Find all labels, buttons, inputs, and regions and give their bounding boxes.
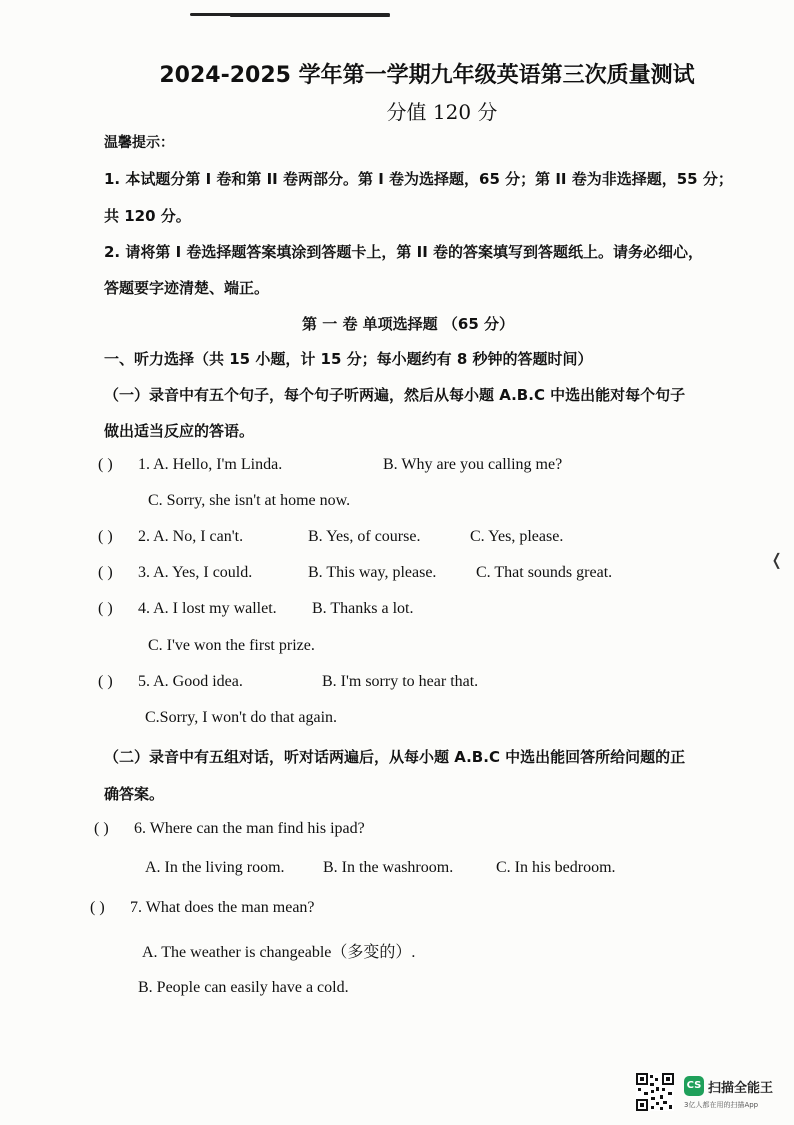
notice-line-2b: 答题要字迹清楚、端正。 — [104, 279, 270, 297]
answer-blank[interactable]: ( ) — [98, 600, 113, 617]
q6-option-a: A. In the living room. — [145, 859, 285, 876]
page-title: 2024-2025 学年第一学期九年级英语第三次质量测试 — [159, 63, 695, 88]
q5-option-b: B. I'm sorry to hear that. — [322, 673, 479, 690]
section-title: 第 一 卷 单项选择题 （65 分） — [302, 315, 514, 333]
sub1-instruction-cont: 做出适当反应的答语。 — [104, 422, 255, 440]
q2-option-c: C. Yes, please. — [470, 528, 564, 545]
answer-blank[interactable]: ( ) — [98, 456, 113, 473]
q1-option-c: C. Sorry, she isn't at home now. — [148, 492, 351, 509]
scan-artifact-mark: ❬ — [770, 550, 784, 569]
answer-blank[interactable]: ( ) — [94, 820, 109, 837]
q1-option-b: B. Why are you calling me? — [383, 456, 563, 473]
q7-option-b: B. People can easily have a cold. — [138, 979, 349, 996]
q6-option-c: C. In his bedroom. — [496, 859, 616, 876]
camscanner-logo: CS — [684, 1076, 704, 1096]
q6-question: 6. Where can the man find his ipad? — [134, 820, 365, 837]
part1-heading: 一、听力选择（共 15 小题，计 15 分；每小题约有 8 秒钟的答题时间） — [104, 350, 593, 368]
notice-line-1: 1. 本试题分第 I 卷和第 II 卷两部分。第 I 卷为选择题，65 分；第 II 卷为非选择题，55 分； — [104, 170, 733, 188]
notice-line-2: 2. 请将第 I 卷选择题答案填涂到答题卡上，第 II 卷的答案填写到答题纸上。请务必细心， — [104, 243, 703, 261]
q5-option-a: 5. A. Good idea. — [138, 673, 243, 690]
q4-option-a: 4. A. I lost my wallet. — [138, 600, 277, 617]
qr-code-icon — [636, 1073, 674, 1111]
scanner-app-name: 扫描全能王 — [708, 1081, 774, 1096]
q3-option-b: B. This way, please. — [308, 564, 437, 581]
q3-option-a: 3. A. Yes, I could. — [138, 564, 253, 581]
answer-blank[interactable]: ( ) — [90, 899, 105, 916]
q4-option-c: C. I've won the first prize. — [148, 637, 315, 654]
q1-option-a: 1. A. Hello, I'm Linda. — [138, 456, 283, 473]
q2-option-a: 2. A. No, I can't. — [138, 528, 244, 545]
sub1-instruction: （一）录音中有五个句子，每个句子听两遍，然后从每小题 A.B.C 中选出能对每个句子 — [104, 386, 686, 404]
q4-option-b: B. Thanks a lot. — [312, 600, 414, 617]
notice-line-1b: 共 120 分。 — [104, 207, 191, 225]
total-score: 分值 120 分 — [386, 100, 498, 124]
q7-question: 7. What does the man mean? — [130, 899, 315, 916]
answer-blank[interactable]: ( ) — [98, 673, 113, 690]
sub2-instruction: （二）录音中有五组对话，听对话两遍后，从每小题 A.B.C 中选出能回答所给问题的正 — [104, 748, 686, 766]
scanner-app-tagline: 3亿人都在用的扫描App — [684, 1101, 759, 1109]
q2-option-b: B. Yes, of course. — [308, 528, 421, 545]
notice-heading: 温馨提示： — [104, 135, 174, 151]
q6-option-b: B. In the washroom. — [323, 859, 454, 876]
answer-blank[interactable]: ( ) — [98, 564, 113, 581]
scan-artifact-line — [230, 15, 390, 17]
q5-option-c: C.Sorry, I won't do that again. — [145, 709, 338, 726]
sub2-instruction-cont: 确答案。 — [104, 785, 165, 803]
q3-option-c: C. That sounds great. — [476, 564, 613, 581]
q7-option-a: A. The weather is changeable（多变的）. — [142, 944, 416, 961]
answer-blank[interactable]: ( ) — [98, 528, 113, 545]
